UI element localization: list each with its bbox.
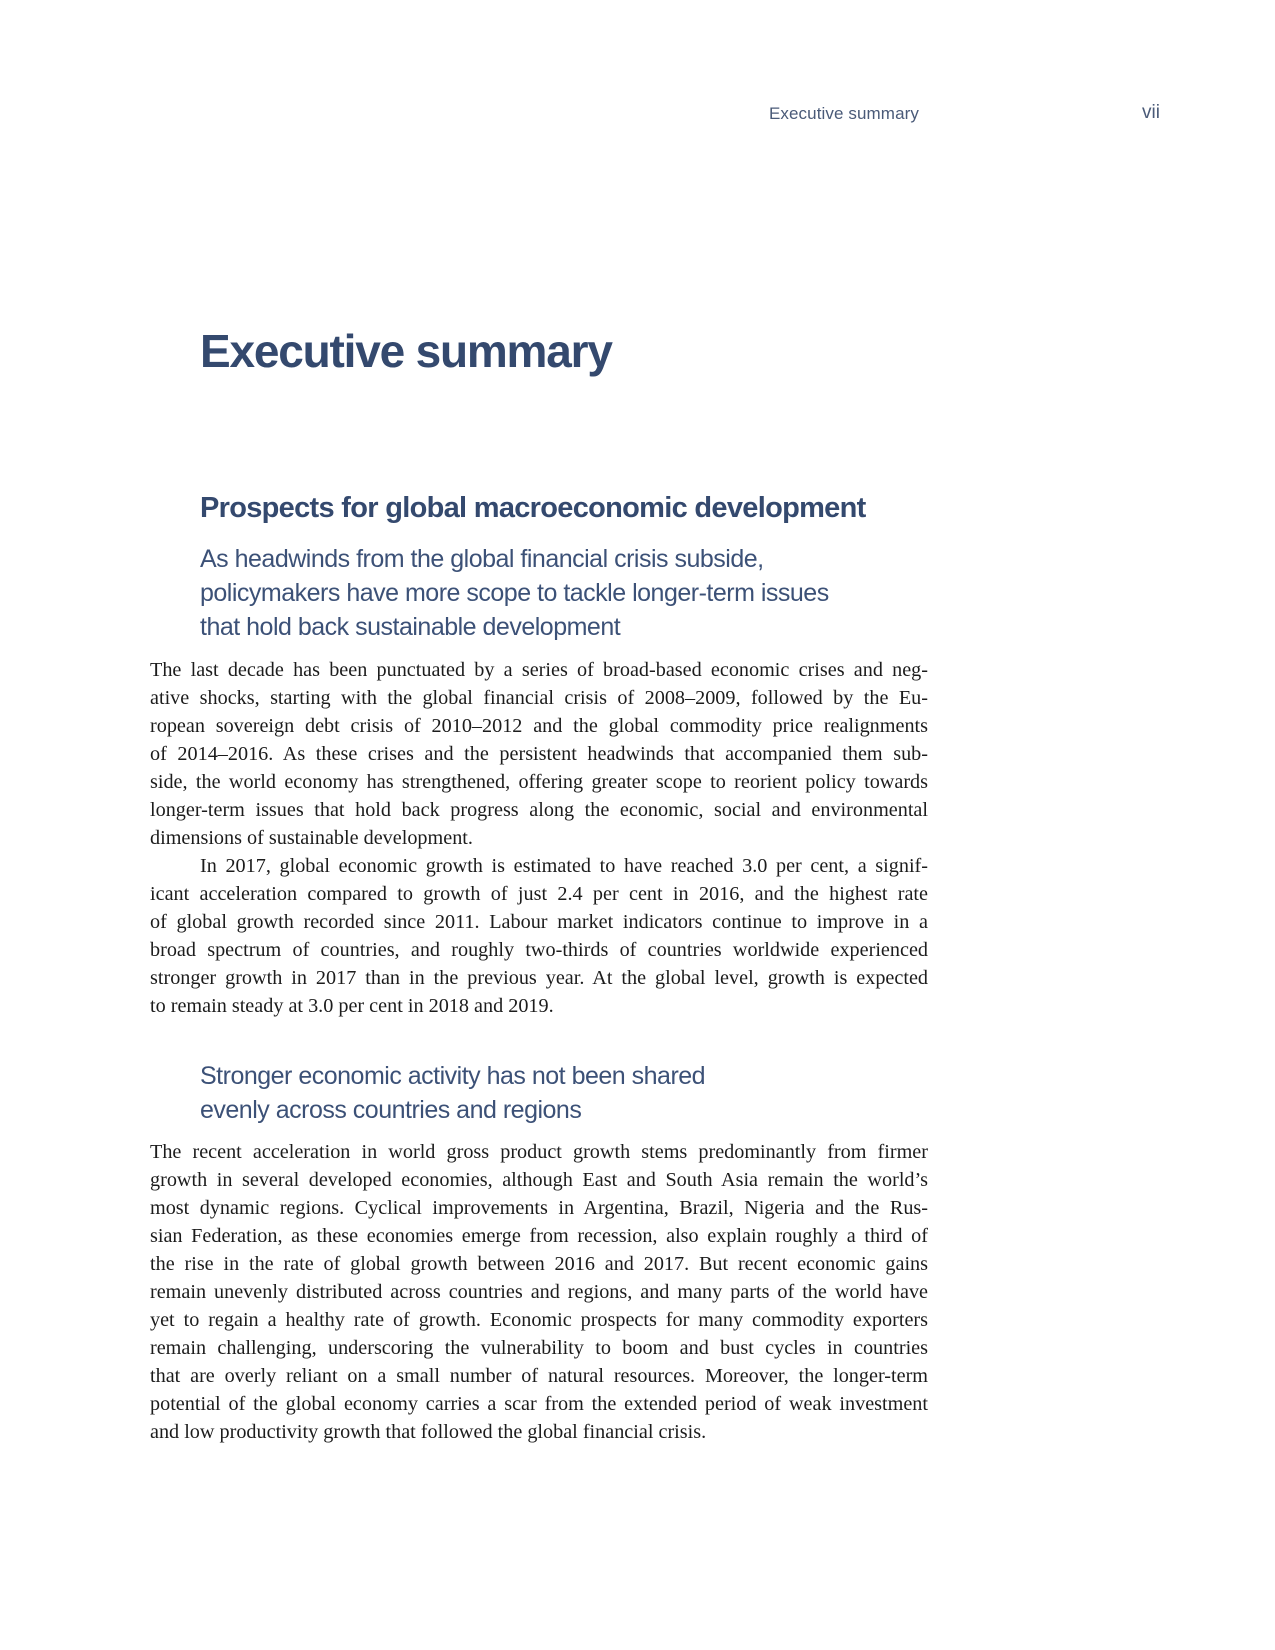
paragraph-growth-2017 (150, 852, 928, 1020)
text-line: the rise in the rate of global growth between 2016 and 2017. But recent economic gains (150, 1253, 928, 1275)
subhead-line: that hold back sustainable development (200, 613, 621, 641)
text-line: ropean sovereign debt crisis of 2010–2012 and the global commodity price realignments (150, 715, 928, 737)
running-header: Executive summary (768, 104, 919, 123)
text-line: dimensions of sustainable development. (150, 827, 473, 849)
subhead-line: As headwinds from the global financial crisis subside, (200, 545, 764, 573)
text-line: growth in several developed economies, although East and South Asia remain the world’s (150, 1169, 928, 1191)
text-line: that are overly reliant on a small number of natural resources. Moreover, the longer-term (150, 1365, 928, 1387)
text-line: potential of the global economy carries a scar from the extended period of weak investment (150, 1393, 928, 1415)
text-line: The last decade has been punctuated by a series of broad-based economic crises and neg- (150, 659, 928, 681)
text-line: and low productivity growth that followed the global financial crisis. (150, 1421, 707, 1443)
body-text-block (150, 656, 928, 1020)
chapter-title: Executive summary (200, 325, 612, 377)
body-text-block (150, 1138, 928, 1446)
paragraph-recent-acceleration (150, 1138, 928, 1446)
text-line: of 2014–2016. As these crises and the persistent headwinds that accompanied them sub- (150, 743, 928, 765)
subhead-stronger-activity (200, 1059, 890, 1127)
text-line: remain challenging, underscoring the vulnerability to boom and bust cycles in countries (150, 1337, 928, 1359)
text-line: sian Federation, as these economies emerge from recession, also explain roughly a third of (150, 1225, 928, 1247)
text-line: remain unevenly distributed across countries and regions, and many parts of the world have (150, 1281, 928, 1303)
subhead-line: evenly across countries and regions (200, 1096, 582, 1124)
text-line: of global growth recorded since 2011. Labour market indicators continue to improve in a (150, 911, 928, 933)
text-line: icant acceleration compared to growth of just 2.4 per cent in 2016, and the highest rate (150, 883, 928, 905)
page-number: vii (1142, 102, 1160, 123)
text-line: In 2017, global economic growth is estimated to have reached 3.0 per cent, a signif- (200, 855, 928, 877)
subhead-line: Stronger economic activity has not been shared (200, 1062, 706, 1090)
paragraph-last-decade (150, 656, 928, 852)
subhead-headwinds (200, 542, 890, 644)
subhead-line: policymakers have more scope to tackle longer-term issues (200, 579, 829, 607)
text-line: side, the world economy has strengthened, offering greater scope to reorient policy towards (150, 771, 928, 793)
text-line: longer-term issues that hold back progress along the economic, social and environmental (150, 799, 928, 821)
text-line: stronger growth in 2017 than in the previous year. At the global level, growth is expected (150, 967, 928, 989)
text-line: broad spectrum of countries, and roughly two-thirds of countries worldwide experienced (150, 939, 928, 961)
text-line: yet to regain a healthy rate of growth. Economic prospects for many commodity exporters (150, 1309, 928, 1331)
text-line: ative shocks, starting with the global financial crisis of 2008–2009, followed by the Eu- (150, 687, 928, 709)
section-title: Prospects for global macroeconomic development (200, 492, 866, 524)
text-line: The recent acceleration in world gross product growth stems predominantly from firmer (150, 1141, 928, 1163)
text-line: most dynamic regions. Cyclical improvements in Argentina, Brazil, Nigeria and the Rus- (150, 1197, 928, 1219)
text-line: to remain steady at 3.0 per cent in 2018 and 2019. (150, 995, 554, 1017)
